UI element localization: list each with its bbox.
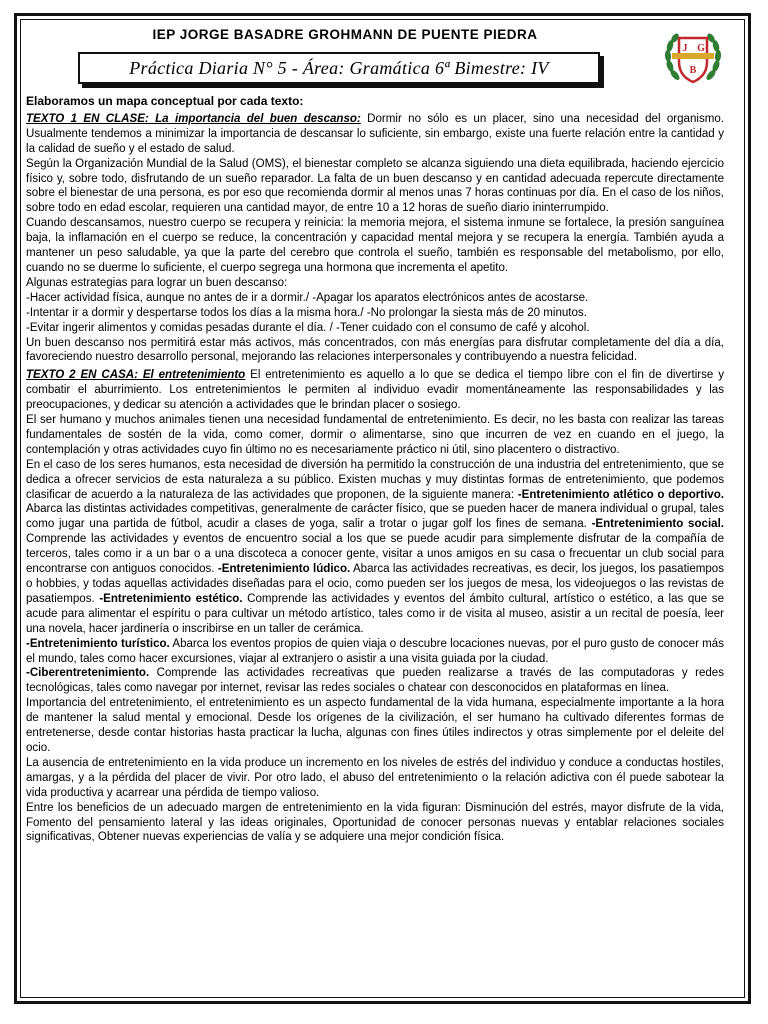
term-atletico: -Entretenimiento atlético o deportivo.: [517, 488, 724, 501]
text1-paragraph-2: Según la Organización Mundial de la Salud (OMS), el bienestar completo se alcanza siguiendo una dieta equilibrada, haciendo ejercicio físico y, sobre todo, disfrutando de un sueño reparador. La falta de un buen descanso y en cantidad adecuada repercute directamente sobre el bienestar de una persona, es por eso que recomienda dormir al menos unas 7 horas continuas por día. En el caso de los niños, sobre todo en edad escolar, requieren una cantidad mayor, de entre 10 a 12 horas de sueño diario ininterrumpido.: [26, 157, 724, 215]
text1-label: TEXTO 1 EN CLASE: La importancia del buen descanso:: [26, 112, 361, 125]
logo-letter-j: J: [682, 43, 688, 54]
document-body: [26, 94, 724, 845]
text1-list-item-3: -Evitar ingerir alimentos y comidas pesadas durante el día. / -Tener cuidado con el consumo de café y alcohol.: [26, 321, 590, 334]
school-name: IEP JORGE BASADRE GROHMANN DE PUENTE PIEDRA: [152, 27, 538, 42]
term-turistico: -Entretenimiento turístico.: [26, 637, 170, 650]
text1-paragraph-4: Algunas estrategias para lograr un buen descanso:: [26, 276, 288, 289]
logo-letter-b: B: [689, 65, 697, 76]
term-ludico: -Entretenimiento lúdico.: [217, 563, 351, 576]
text2-paragraph-2: El ser humano y muchos animales tienen una necesidad fundamental de entretenimiento. Es decir, no les basta con realizar las tareas fundamentales de sostén de la vida, como comer, dormir o alimentarse, sino que incurren de vez en cuando en el juego, la contemplación y otras actividades cuyo fin último no es necesariamente práctico ni útil, sino placentero o distractivo.: [26, 414, 724, 456]
text2-paragraph-6: Importancia del entretenimiento, el entretenimiento es un aspecto fundamental de la vida humana, especialmente importante a la hora de mantener la salud mental y emocional. Desde los orígenes de la civilización, el ser humano ha cultivado diferentes formas de entretenerse, desde contar historias hasta practicar la lucha, algunas con fines útiles indirectos y otras simplemente por el deleite del ocio.: [26, 697, 724, 754]
term-social: -Entretenimiento social.: [591, 518, 724, 531]
worksheet-title-box: [78, 52, 600, 84]
text2-paragraph-3: En el caso de los seres humanos, esta necesidad de diversión ha permitido la construcción de una industria del entretenimiento, que se dedica a ofrecer servicios de esta naturaleza a su público. Existen muchas y muy distintas formas de entretenimiento, que podemos clasificar de acuerdo a la naturaleza de las actividades que proponen, de la siguiente manera: -Entretenimiento atlético o deportivo. Abarca las distintas actividades competitivas, generalmente de carácter físico, que se pueden hacer de manera individual o grupal, tales como jugar una partida de fútbol, acudir a clases de yoga, salir a trotar o jugar golf los fines de semana. -Entretenimiento social. Comprende las actividades y eventos de encuentro social a los que se puede acudir para simplemente disfrutar de la compañía de terceros, tales como ir a un bar o a una discoteca a conocer gente, visitar a unos amigos en su casa o frecuentar un club social para encontrarse con antiguos conocidos. -Entretenimiento lúdico. Abarca las actividades recreativas, es decir, los juegos, los pasatiempos o hobbies, y todas aquellas actividades diseñadas para el ocio, como pueden ser los juegos de mesa, los videojuegos o las revistas de pasatiempos. -Entretenimiento estético. Comprende las actividades y eventos del ámbito cultural, artístico o estético, a las que se acude para alimentar el espíritu o para cultivar un método artístico, tales como ir de visita al museo, asistir a un recital de poesía, leer una novela, hacer jardinería o inscribirse en un taller de cerámica.: [26, 458, 724, 635]
text2-paragraph-7: La ausencia de entretenimiento en la vida produce un incremento en los niveles de estrés del individuo y conduce a conductas hostiles, amargas, y a la pérdida del placer de vivir. Por otro lado, el abuso del entretenimiento o la relación adictiva con él puede sabotear la vida productiva y acarrear una pérdida de tiempo valioso.: [26, 756, 724, 799]
worksheet-title: Práctica Diaria N° 5 - Área: Gramática 6ª Bimestre: IV: [129, 58, 549, 78]
text1-list-item-1: -Hacer actividad física, aunque no antes de ir a dormir./ -Apagar los aparatos electrónicos antes de acostarse.: [26, 291, 589, 304]
text2-label: TEXTO 2 EN CASA: El entretenimiento: [26, 369, 246, 382]
text2-paragraph-1: TEXTO 2 EN CASA: El entretenimiento El entretenimiento es aquello a lo que se dedica el tiempo libre con el fin de divertirse y combatir el aburrimiento. Los entretenimientos le permiten al individuo evadir momentáneamente las responsabilidades y las preocupaciones, y dedicar su atención a actividades que le brindan placer o sosiego.: [26, 369, 724, 412]
text2-paragraph-4: -Entretenimiento turístico. Abarca los eventos propios de quien viaja o descubre locaciones nuevas, por el puro gusto de conocer más el mundo, tales como hacer excursiones, viajar al extranjero o asistir a una visita guiada por la ciudad.: [26, 637, 724, 665]
text2-paragraph-5: -Ciberentretenimiento. Comprende las actividades recreativas que pueden realizarse a través de las computadoras y redes tecnológicas, tales como navegar por internet, revisar las redes sociales o chatear con desconocidos en plataformas en línea.: [26, 667, 724, 695]
instruction-heading: Elaboramos un mapa conceptual por cada texto:: [26, 94, 304, 108]
text1-paragraph-5: Un buen descanso nos permitirá estar más activos, más concentrados, con más energías para disfrutar completamente del día a día, favoreciendo nuestro desarrollo personal, mejorando las relaciones interpersonales y contribuyendo a nuestra felicidad.: [26, 336, 724, 364]
text1-paragraph-3: Cuando descansamos, nuestro cuerpo se recupera y reinicia: la memoria mejora, el sistema inmune se fortalece, la presión sanguínea baja, la inflamación en el cuerpo se reduce, la concentración y capacidad mental mejora y se recupera la energía. También ayuda a mantener un peso saludable, ya que la parte del cerebro que controla el sueño, también es responsable del metabolismo, por ello, cuando no se duerme lo suficiente, el cuerpo segrega una hormona que incrementa el apetito.: [26, 217, 724, 274]
logo-letter-g: G: [697, 43, 705, 54]
text2-paragraph-8: Entre los beneficios de un adecuado margen de entretenimiento en la vida figuran: Disminución del estrés, mayor disfrute de la vida, Fomento del pensamiento lateral y las ideas originales, Oportunidad de conocer personas nuevas y entablar relaciones sociales significativas, Obtener nuevas experiencias de valía y se adquiere una mejor condición física.: [26, 801, 724, 844]
term-ciber: -Ciberentretenimiento.: [26, 667, 150, 680]
school-crest-logo: [660, 26, 726, 92]
crest-banner: [672, 53, 714, 59]
text1-paragraph-1: TEXTO 1 EN CLASE: La importancia del buen descanso: Dormir no sólo es un placer, sino una necesidad del organismo. Usualmente tendemos a minimizar la importancia de descansar lo suficiente, sin embargo, existe una fuerte relación entre la cantidad y la calidad de sueño y el estado de salud.: [26, 112, 724, 155]
text1-list-item-2: -Intentar ir a dormir y despertarse todos los días a la misma hora./ -No prolongar la siesta más de 20 minutos.: [26, 306, 587, 319]
term-estetico: -Entretenimiento estético.: [99, 592, 243, 605]
